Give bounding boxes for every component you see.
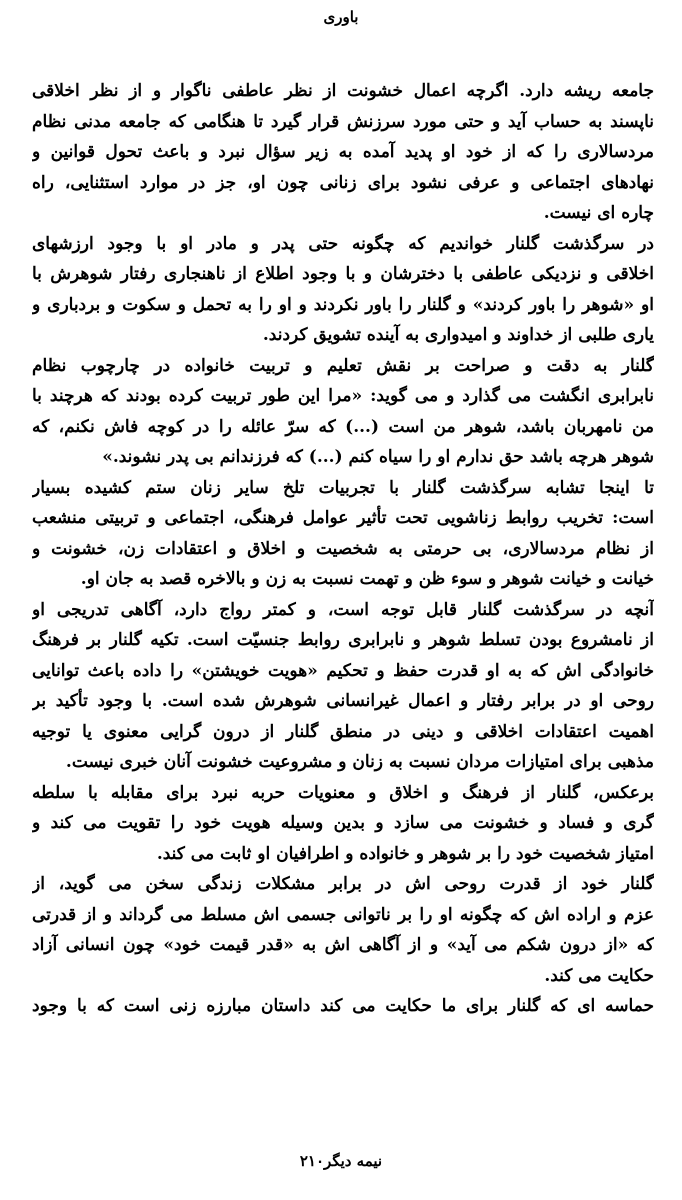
text-line: شوهر هرچه باشد حق ندارم او را سیاه کنم (...) که فرزندانم بی پدر نشوند.» [102, 447, 654, 467]
text-line: یاری طلبی از خداوند و امیدواری به آینده تشویق کردند. [262, 325, 654, 345]
text-line: نابرابری انگشت می گذارد و می گوید: «مرا این طور تربیت کرده بودند که هرچند با [32, 386, 654, 406]
page-header-title: باوری [323, 8, 359, 26]
text-line: حکایت می کند. [544, 965, 654, 986]
text-line: از نامشروع بودن تسلط شوهر و نابرابری روابط جنسیّت است. تکیه گلنار بر فرهنگ [32, 630, 654, 650]
text-line: من نامهربان باشد، شوهر من است (...) که سرّ عائله را در کوچه فاش نکنم، که [32, 416, 654, 437]
text-line: چاره ای نیست. [543, 203, 654, 223]
text-line: مذهبی برای امتیازات مردان نسبت به زنان و مشروعیت خشونت آنان خبری نیست. [65, 752, 654, 772]
text-line: عزم و اراده اش که چگونه او را بر ناتوانی جسمی اش مسلط می گرداند و از قدرتی [32, 904, 654, 925]
text-line: خیانت و خیانت شوهر و سوء ظن و تهمت نسبت به زن و بالاخره قصد به جان او. [80, 569, 654, 589]
text-line: از نظام مردسالاری، بی حرمتی به شخصیت و اخلاق و اعتقادات زن، خشونت و [32, 538, 654, 559]
text-line: نهادهای اجتماعی و عرفی نشود برای زنانی چون او، جز در موارد استثنایی، راه [32, 172, 654, 193]
text-line: گری و فساد و خشونت می سازد و بدین وسیله هویت خود را تقویت می کند و [32, 813, 654, 833]
body-text [32, 76, 654, 1022]
text-line: است: تخریب روابط زناشویی تحت تأثیر عوامل فرهنگی، اجتماعی و تربیتی منشعب [32, 508, 654, 528]
text-line: که «از درون شکم می آید» و از آگاهی اش به «قدر قیمت خود» چون انسانی آزاد [32, 935, 654, 955]
text-line: ناپسند به حساب آید و حتی مورد سرزنش قرار گیرد تا هنگامی که جامعه مدنی نظام [32, 111, 654, 132]
text-line: گلنار به دقت و صراحت بر نقش تعلیم و تربیت خانواده در چارچوب نظام [32, 355, 654, 376]
text-line: او «شوهر را باور کردند» و گلنار را باور نکردند و او را به تحمل و سکوت و بردباری و [32, 294, 654, 315]
text-line: در سرگذشت گلنار خواندیم که چگونه حتی پدر و مادر او با وجود ارزشهای [32, 233, 654, 254]
text-line: مردسالاری را که از خود او پدید آمده به زیر سؤال نبرد و باعث تحول قوانین و [32, 142, 654, 162]
text-line: خانوادگی اش که به او قدرت حفظ و تحکیم «هویت خویشتن» را داده باعث توانایی [32, 660, 654, 681]
text-line: جامعه ریشه دارد. اگرچه اعمال خشونت از نظر عاطفی ناگوار و از نظر اخلاقی [32, 81, 654, 101]
text-line: حماسه ای که گلنار برای ما حکایت می کند داستان مبارزه زنی است که با وجود [32, 996, 654, 1016]
text-line: امتیاز شخصیت خود را بر شوهر و خانواده و اطرافیان او ثابت می کند. [156, 843, 654, 864]
text-line: گلنار خود از قدرت روحی اش در برابر مشکلات زندگی سخن می گوید، از [32, 874, 654, 894]
text-line: روحی او در برابر رفتار و اعمال غیرانسانی شوهرش شده است. با وجود تأکید بر [32, 691, 654, 711]
text-line: تا اینجا تشابه سرگذشت گلنار با تجربیات تلخ سایر زنان ستم کشیده بسیار [32, 477, 654, 498]
text-line: برعکس، گلنار از فرهنگ و اخلاق و معنویات حربه نبرد برای مقابله با سلطه [32, 782, 654, 803]
text-line: اهمیت اعتقادات اخلاقی و دینی در منطق گلنار از درون گرایی معنوی یا توجیه [32, 721, 654, 742]
page-footer-label: نیمه دیگر۲۱۰ [299, 1152, 383, 1170]
text-line: اخلاقی و نزدیکی عاطفی با دخترشان و با وجود اطلاع از ناهنجاری رفتار شوهرش با [32, 264, 654, 284]
text-line: آنچه در سرگذشت گلنار قابل توجه است، و کمتر رواج دارد، آگاهی تدریجی او [32, 599, 654, 620]
